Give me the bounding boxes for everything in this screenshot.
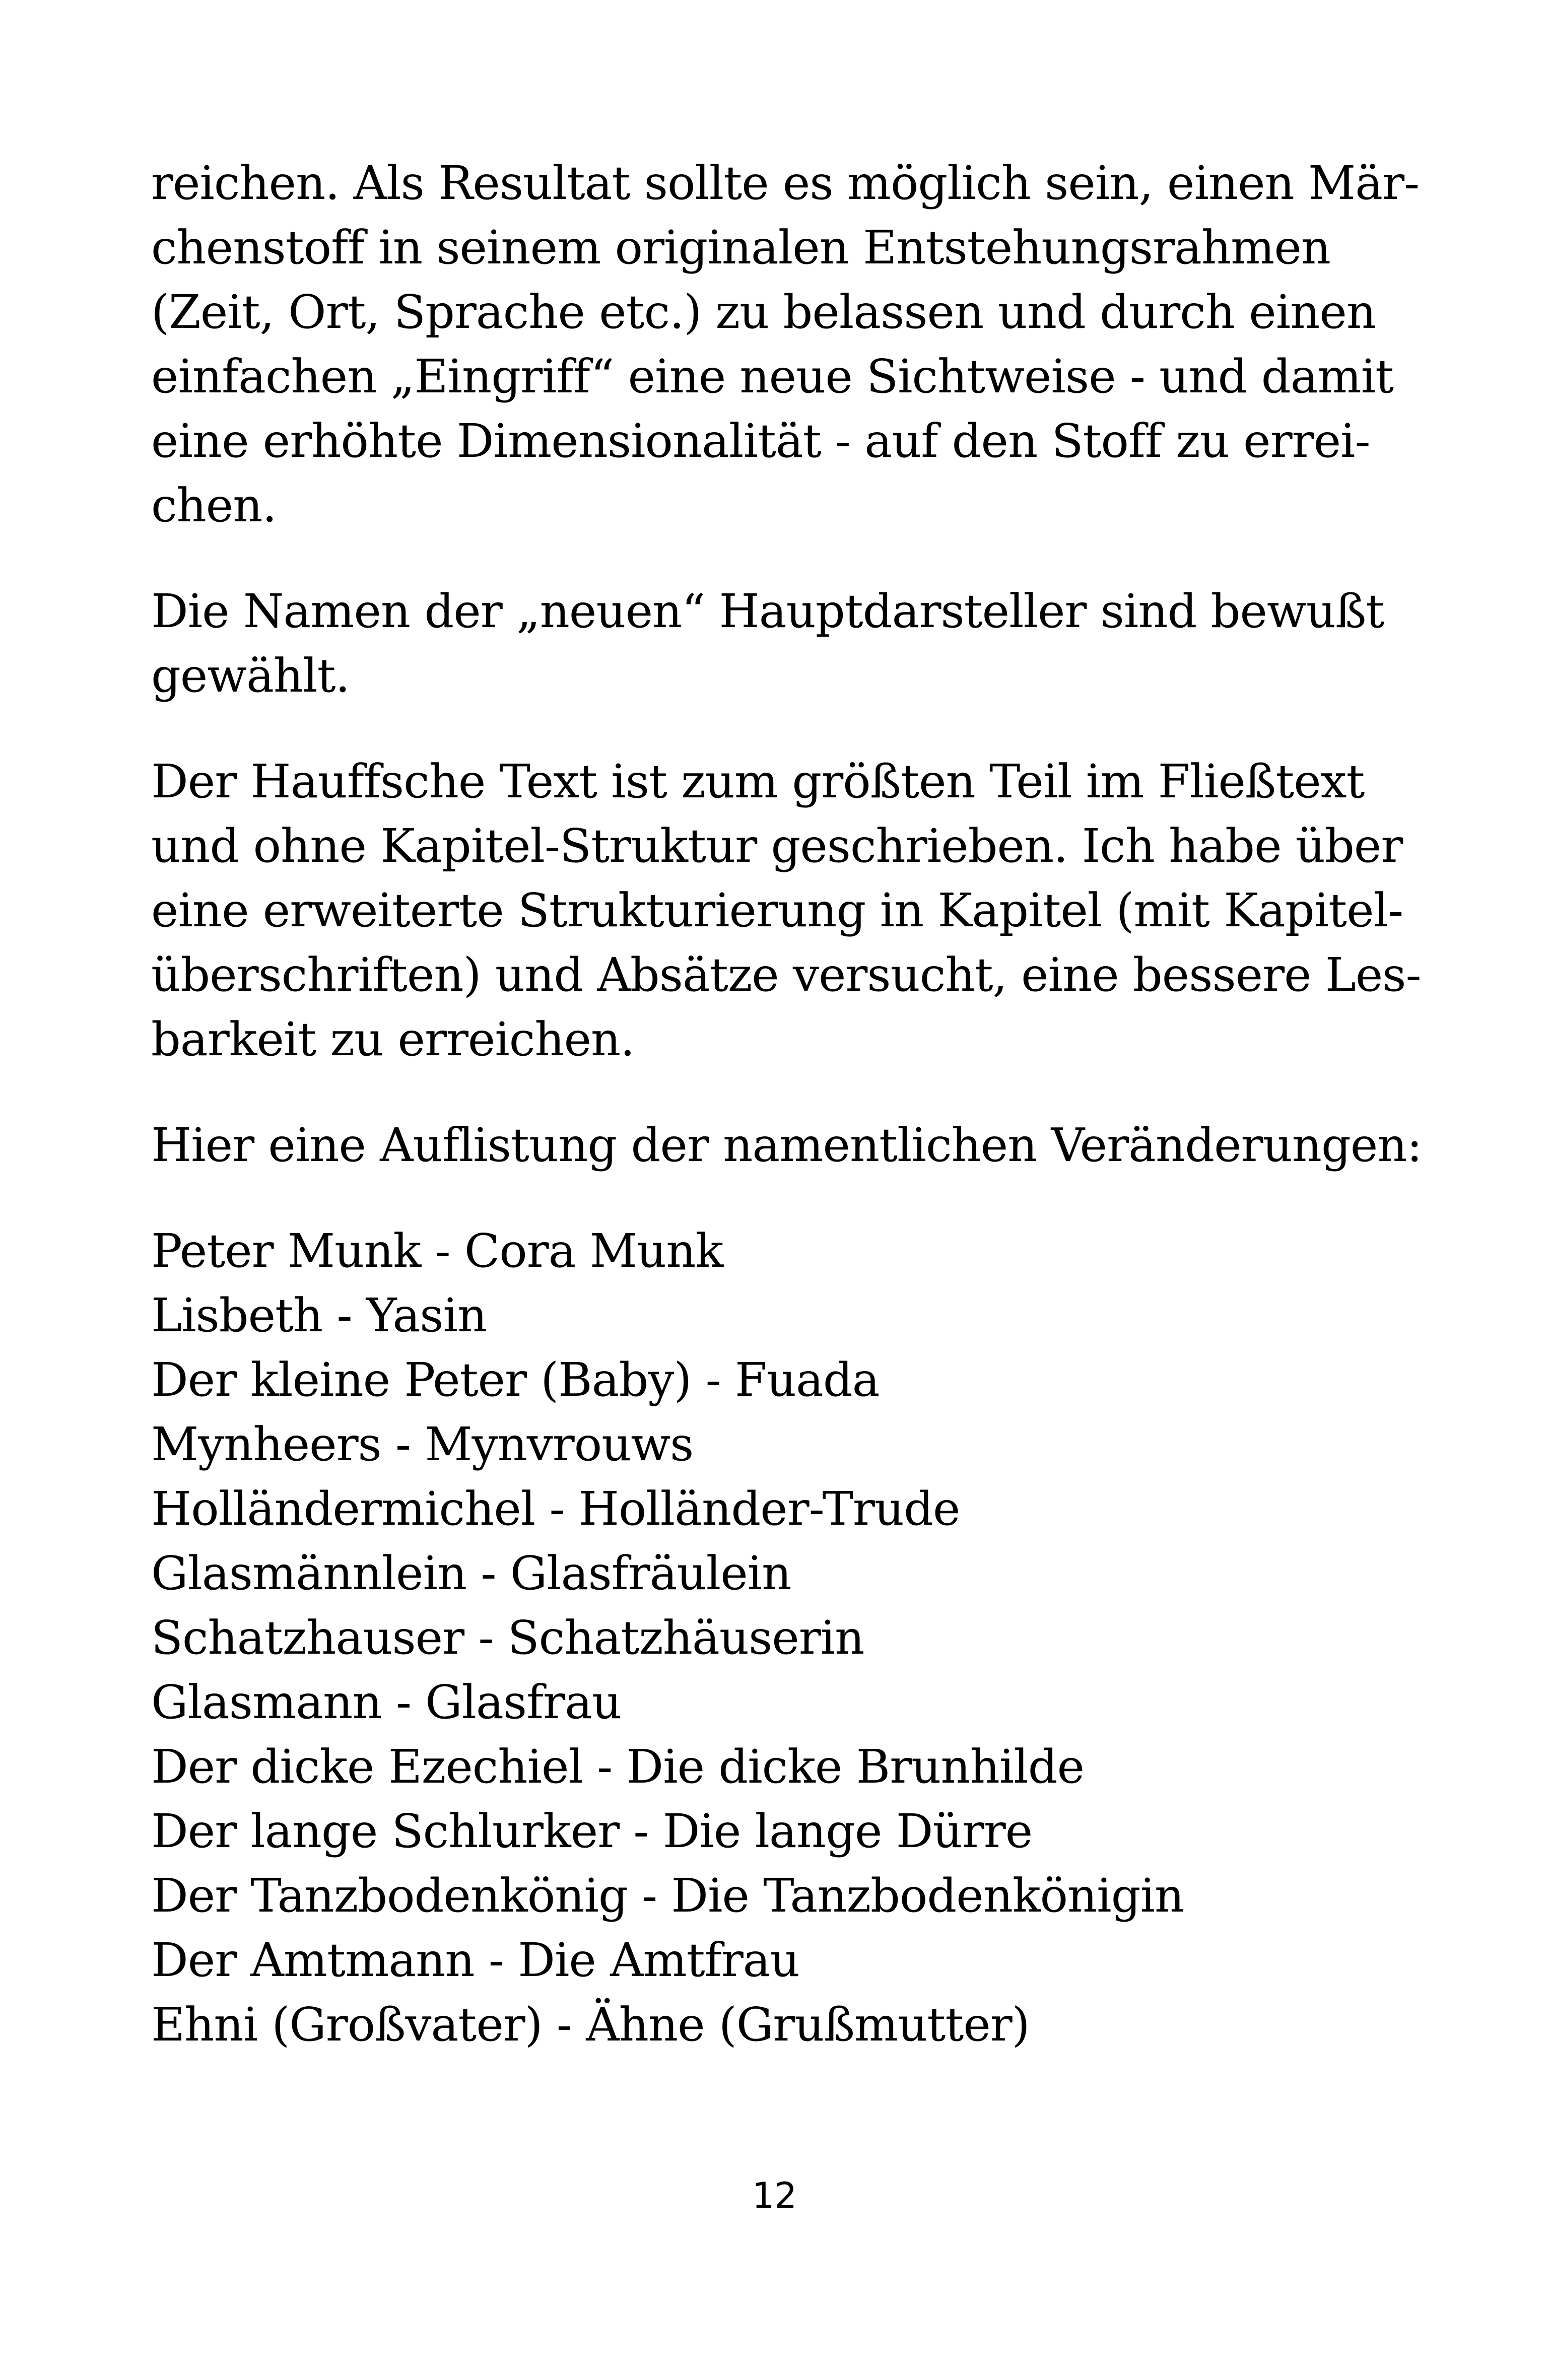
text-line: barkeit zu erreichen. — [151, 1012, 635, 1066]
text-line: einfachen „Eingriff“ eine neue Sichtweise - und damit — [151, 350, 1394, 403]
text-line: eine erweiterte Strukturierung in Kapitel (mit Kapitel- — [151, 883, 1403, 937]
text-line: chen. — [151, 479, 277, 532]
text-line: Hier eine Auflistung der namentlichen Veränderungen: — [151, 1118, 1422, 1172]
text-line: chenstoff in seinem originalen Entstehungsrahmen — [151, 221, 1331, 275]
list-item: Der kleine Peter (Baby) - Fuada — [151, 1353, 880, 1407]
list-item: Mynheers - Mynvrouws — [151, 1417, 694, 1471]
text-line: Der Hauffsche Text ist zum größten Teil im Fließtext — [151, 755, 1365, 808]
list-item: Holländermichel - Holländer-Trude — [151, 1482, 960, 1536]
text-line: Die Namen der „neuen“ Hauptdarsteller sind bewußt — [151, 584, 1384, 638]
text-line: überschriften) und Absätze versucht, eine bessere Les- — [151, 948, 1421, 1002]
list-item: Glasmann - Glasfrau — [151, 1675, 622, 1729]
list-item: Der Tanzbodenkönig - Die Tanzbodenkönigin — [151, 1869, 1184, 1923]
paragraph-list-intro — [151, 1113, 1422, 1178]
list-item: Glasmännlein - Glasfräulein — [151, 1546, 791, 1600]
body-text — [151, 151, 1422, 2057]
text-line: gewählt. — [151, 649, 350, 703]
list-item: Der dicke Ezechiel - Die dicke Brunhilde — [151, 1740, 1085, 1794]
list-item: Peter Munk - Cora Munk — [151, 1224, 723, 1278]
text-line: (Zeit, Ort, Sprache etc.) zu belassen und durch einen — [151, 285, 1376, 339]
text-line: und ohne Kapitel-Struktur geschrieben. Ich habe über — [151, 819, 1403, 873]
paragraph-structure — [151, 750, 1421, 1072]
list-item: Ehni (Großvater) - Ähne (Grußmutter) — [151, 1998, 1030, 2052]
text-line: reichen. Als Resultat sollte es möglich sein, einen Mär- — [151, 156, 1420, 210]
name-change-list — [151, 1219, 1400, 2057]
paragraph-names — [151, 579, 1400, 708]
text-line: eine erhöhte Dimensionalität - auf den Stoff zu errei- — [151, 414, 1370, 468]
page-number: 12 — [752, 2175, 797, 2216]
list-item: Schatzhauser - Schatzhäuserin — [151, 1611, 864, 1665]
list-item: Der lange Schlurker - Die lange Dürre — [151, 1804, 1033, 1858]
list-item: Lisbeth - Yasin — [151, 1288, 487, 1342]
paragraph-intro-continuation — [151, 151, 1420, 538]
list-item: Der Amtmann - Die Amtfrau — [151, 1933, 799, 1987]
